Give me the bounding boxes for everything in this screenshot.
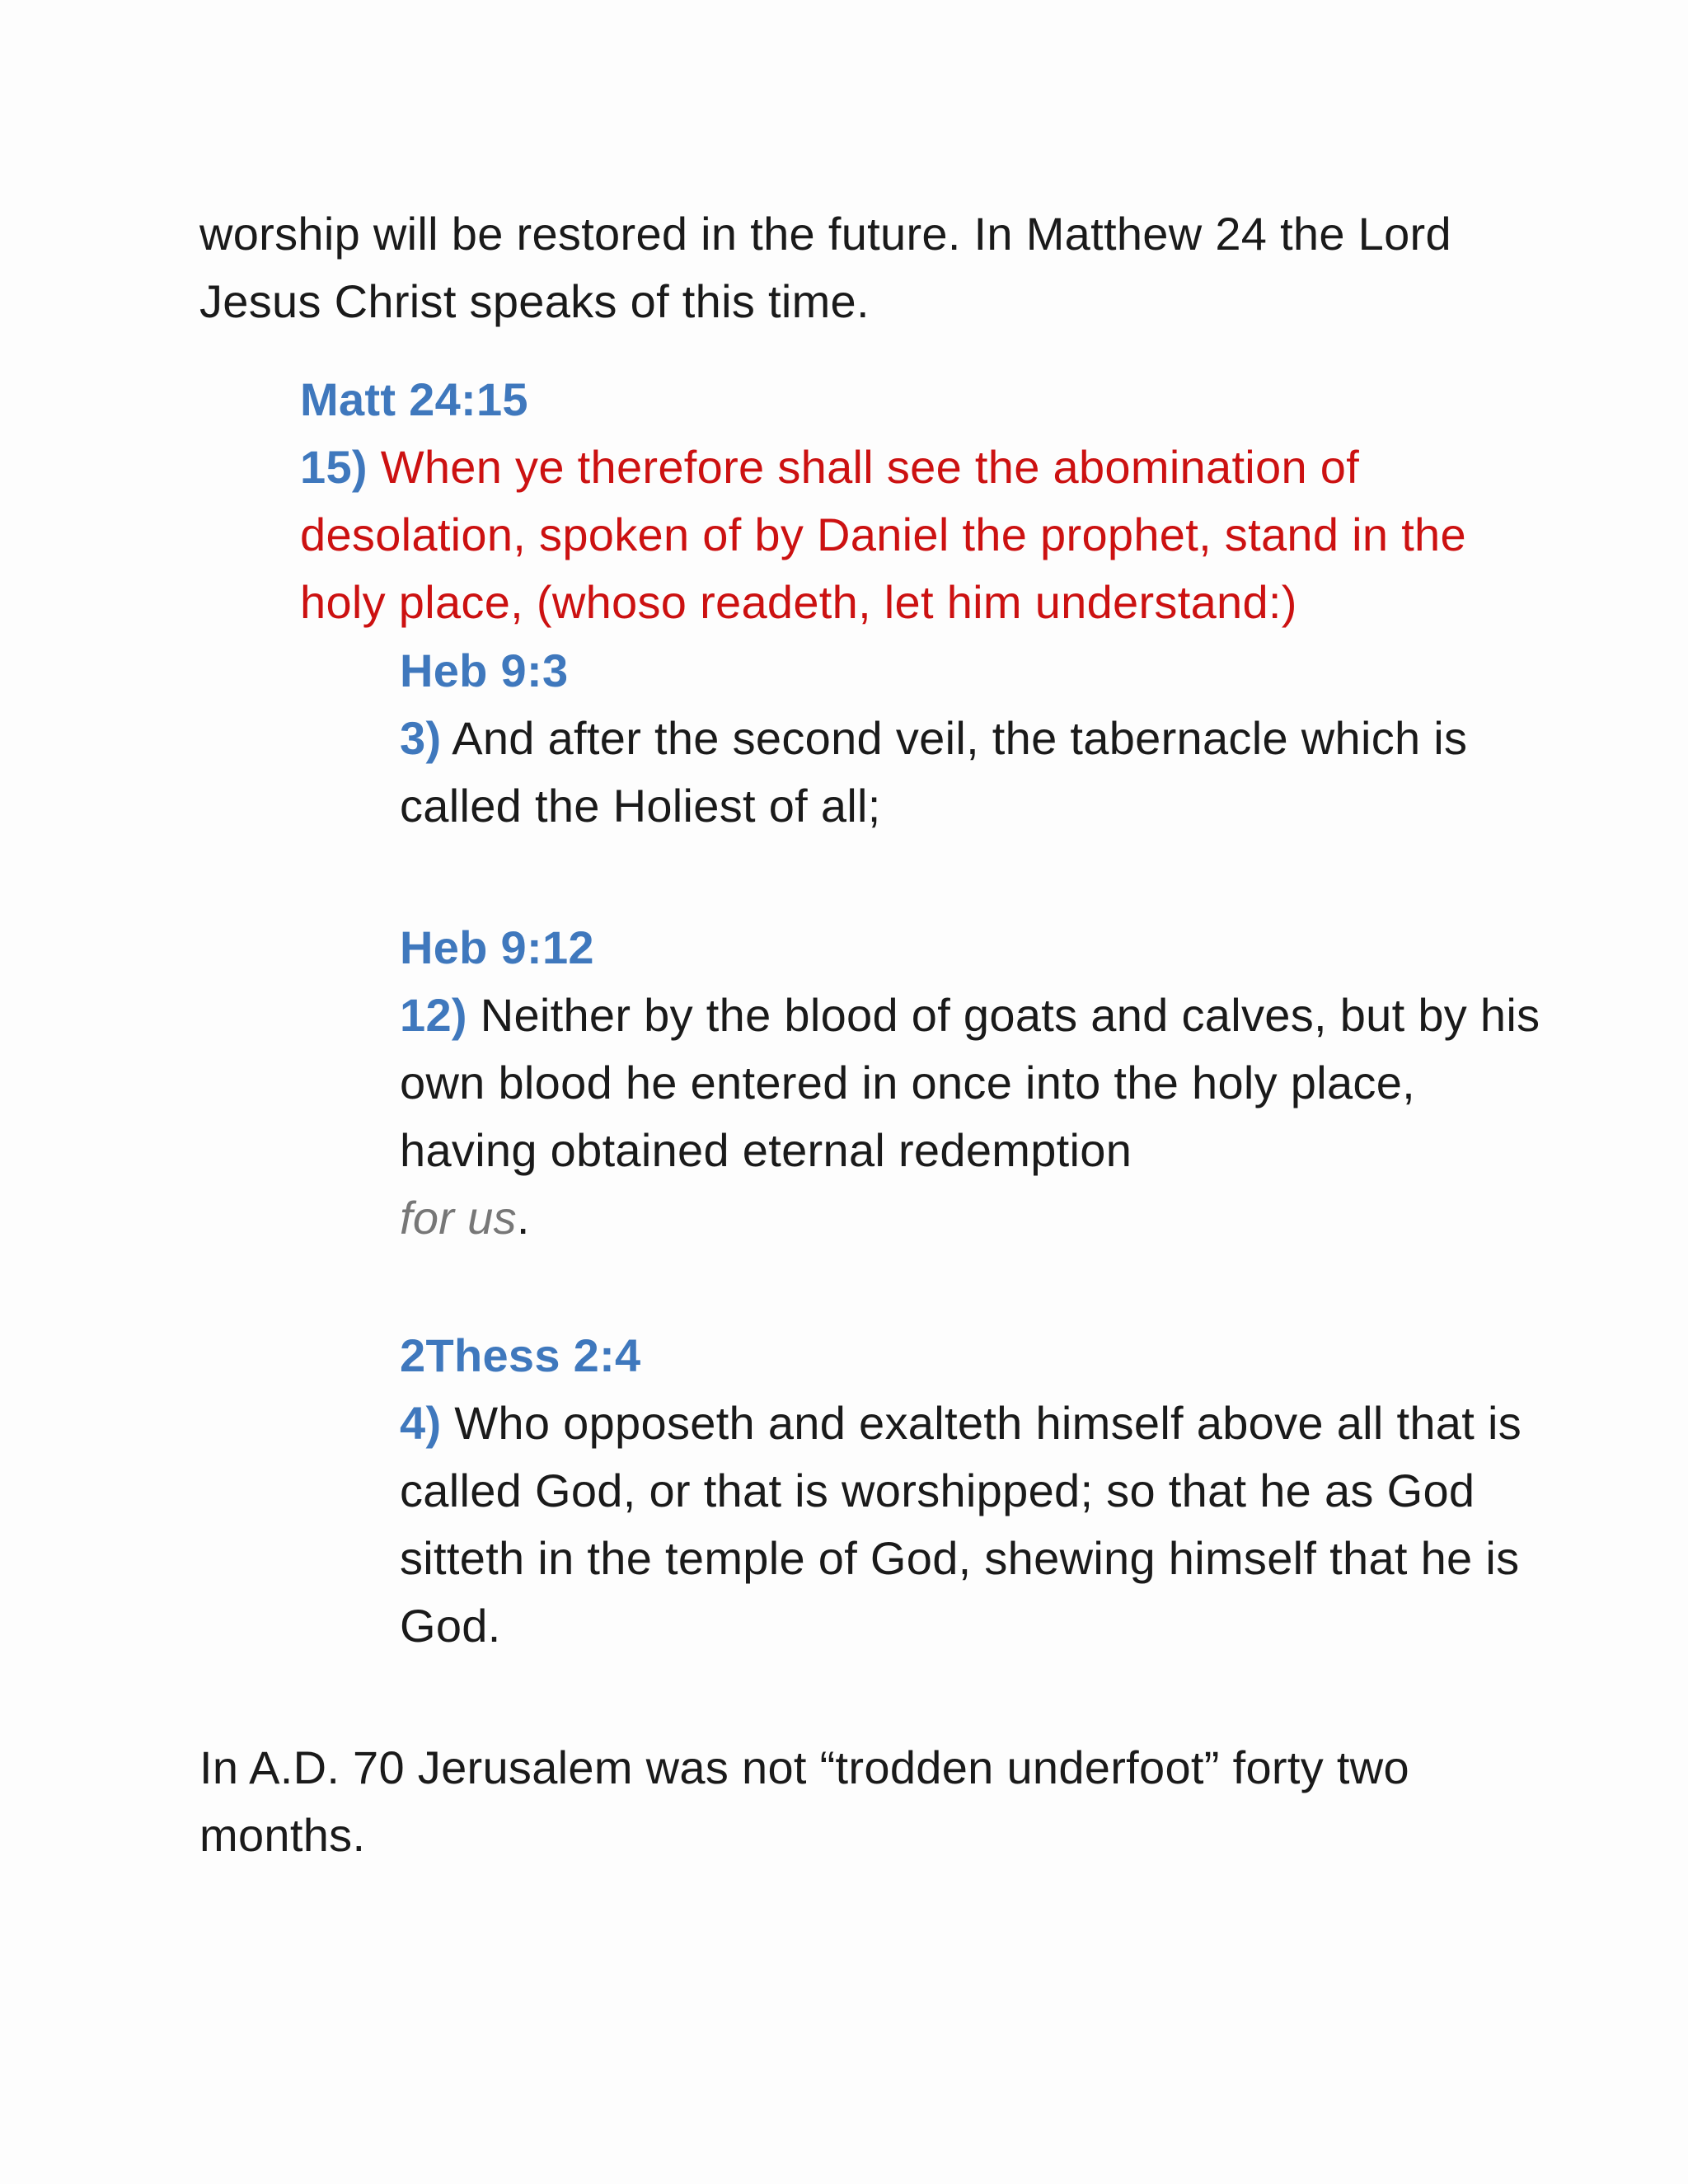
verse-text — [400, 705, 1554, 840]
scripture-reference: Heb 9:3 — [400, 644, 569, 696]
verse-text — [300, 434, 1503, 636]
passage-heb-9-3 — [400, 637, 1554, 840]
closing-paragraph: In A.D. 70 Jerusalem was not “trodden underfoot” forty two months. — [199, 1741, 1409, 1861]
passage-heb-9-12 — [400, 914, 1554, 1252]
verse-text — [400, 1390, 1554, 1660]
verse-text — [400, 982, 1554, 1252]
passage-matt-24-15 — [300, 366, 1503, 636]
verse-number: 4) — [400, 1397, 442, 1449]
verse-italic-text: for us — [400, 1192, 517, 1244]
verse-body: Neither by the blood of goats and calves, but by his own blood he entered in once into the holy place, having obtained eternal redemption — [400, 989, 1540, 1176]
passage-2thess-2-4 — [400, 1322, 1554, 1660]
scripture-reference: 2Thess 2:4 — [400, 1329, 641, 1381]
verse-body: When ye therefore shall see the abomination of desolation, spoken of by Daniel the prophet, stand in the holy place, (whoso readeth, let him understand:) — [300, 441, 1466, 628]
scripture-reference: Matt 24:15 — [300, 373, 528, 425]
verse-body: And after the second veil, the tabernacle which is called the Holiest of all; — [400, 712, 1468, 832]
intro-paragraph: worship will be restored in the future. In Matthew 24 the Lord Jesus Christ speaks of this time. — [199, 208, 1451, 327]
scripture-reference: Heb 9:12 — [400, 921, 594, 973]
verse-body: Who opposeth and exalteth himself above all that is called God, or that is worshipped; so that he as God sitteth in the temple of God, shewing himself that he is God. — [400, 1397, 1522, 1652]
verse-end-punct: . — [516, 1192, 530, 1244]
verse-number: 15) — [300, 441, 368, 493]
verse-number: 3) — [400, 712, 442, 764]
verse-number: 12) — [400, 989, 467, 1041]
